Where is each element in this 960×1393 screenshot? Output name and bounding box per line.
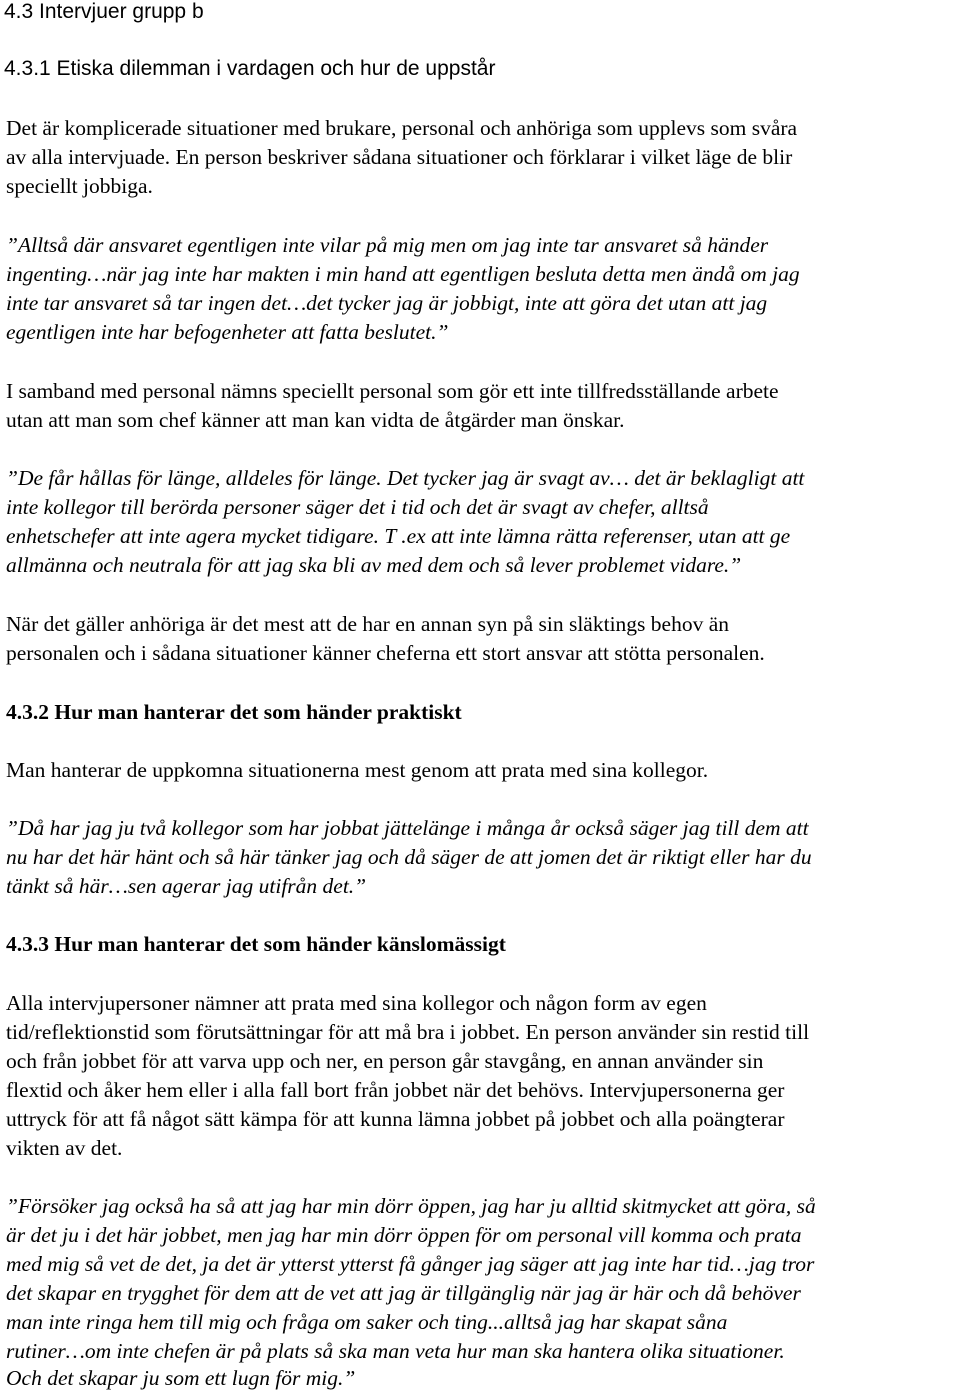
section-heading-4-3-3: 4.3.3 Hur man hanterar det som händer känslomässigt bbox=[6, 932, 506, 956]
quote-line: det skapar en trygghet för dem att de vet att jag är tillgänglig när jag är här och då behöver bbox=[6, 1281, 801, 1305]
quote-line: man inte ringa hem till mig och fråga om saker och ting...alltså jag har skapat såna bbox=[6, 1310, 728, 1334]
quote-line: ”Alltså där ansvaret egentligen inte vilar på mig men om jag inte tar ansvaret så händer bbox=[6, 233, 769, 257]
text-line: Man hanterar de uppkomna situationerna mest genom att prata med sina kollegor. bbox=[6, 758, 709, 782]
quote-line: Och det skapar ju som ett lugn för mig.” bbox=[6, 1366, 356, 1390]
quote-line: ”De får hållas för länge, alldeles för länge. Det tycker jag är svagt av… det är beklagligt att bbox=[6, 466, 805, 490]
text-line: och från jobbet för att varva upp och ner, en person går stavgång, en annan använder sin bbox=[6, 1049, 764, 1073]
quote-line: ”Försöker jag också ha så att jag har min dörr öppen, jag har ju alltid skitmycket att göra, så bbox=[6, 1194, 816, 1218]
quote-line: är det ju i det här jobbet, men jag har min dörr öppen för om personal vill komma och prata bbox=[6, 1223, 802, 1247]
quote-line: med mig så vet de det, ja det är ytterst ytterst få gånger jag säger att jag inte har tid…jag tror bbox=[6, 1252, 815, 1276]
quote-line: inte kollegor till berörda personer säger det i tid och det är svagt av chefer, alltså bbox=[6, 495, 709, 519]
text-line: tid/reflektionstid som förutsättningar för att må bra i jobbet. En person använder sin restid till bbox=[6, 1020, 810, 1044]
quote-line: enhetschefer att inte agera mycket tidigare. T .ex att inte lämna rätta referenser, utan att ge bbox=[6, 524, 791, 548]
quote-line: inte tar ansvaret så tar ingen det…det tycker jag är jobbigt, inte att göra det utan att jag bbox=[6, 291, 768, 315]
quote-line: rutiner…om inte chefen är på plats så ska man veta hur man ska hantera olika situationer. bbox=[6, 1339, 785, 1363]
text-line: personalen och i sådana situationer känner cheferna ett stort ansvar att stötta personalen. bbox=[6, 641, 765, 665]
quote-line: ”Då har jag ju två kollegor som har jobbat jättelänge i många år också säger jag till dem att bbox=[6, 816, 809, 840]
quote-line: nu har det här hänt och så här tänker jag och då säger de att jomen det är riktigt eller har du bbox=[6, 845, 812, 869]
section-heading-4-3-2: 4.3.2 Hur man hanterar det som händer praktiskt bbox=[6, 700, 462, 724]
text-line: flextid och åker hem eller i alla fall bort från jobbet när det behövs. Intervjupersonerna ger bbox=[6, 1078, 785, 1102]
text-line: utan att man som chef känner att man kan vidta de åtgärder man önskar. bbox=[6, 408, 625, 432]
text-line: Det är komplicerade situationer med brukare, personal och anhöriga som upplevs som svåra bbox=[6, 116, 798, 140]
quote-line: tänkt så här…sen agerar jag utifrån det.” bbox=[6, 874, 367, 898]
text-line: Alla intervjupersoner nämner att prata med sina kollegor och någon form av egen bbox=[6, 991, 707, 1015]
section-heading-4-3-1: 4.3.1 Etiska dilemman i vardagen och hur de uppstår bbox=[4, 57, 496, 80]
text-line: vikten av det. bbox=[6, 1136, 123, 1160]
text-line: uttryck för att få något sätt kämpa för att kunna lämna jobbet på jobbet och alla poängterar bbox=[6, 1107, 785, 1131]
page-title: 4.3 Intervjuer grupp b bbox=[4, 0, 204, 23]
text-line: speciellt jobbiga. bbox=[6, 174, 153, 198]
text-line: När det gäller anhöriga är det mest att de har en annan syn på sin släktings behov än bbox=[6, 612, 730, 636]
text-line: av alla intervjuade. En person beskriver sådana situationer och förklarar i vilket läge de blir bbox=[6, 145, 793, 169]
quote-line: egentligen inte har befogenheter att fatta beslutet.” bbox=[6, 320, 449, 344]
quote-line: allmänna och neutrala för att jag ska bli av med dem och så lever problemet vidare.” bbox=[6, 553, 742, 577]
text-line: I samband med personal nämns speciellt personal som gör ett inte tillfredsställande arbete bbox=[6, 379, 779, 403]
quote-line: ingenting…när jag inte har makten i min hand att egentligen besluta detta men ändå om jag bbox=[6, 262, 800, 286]
